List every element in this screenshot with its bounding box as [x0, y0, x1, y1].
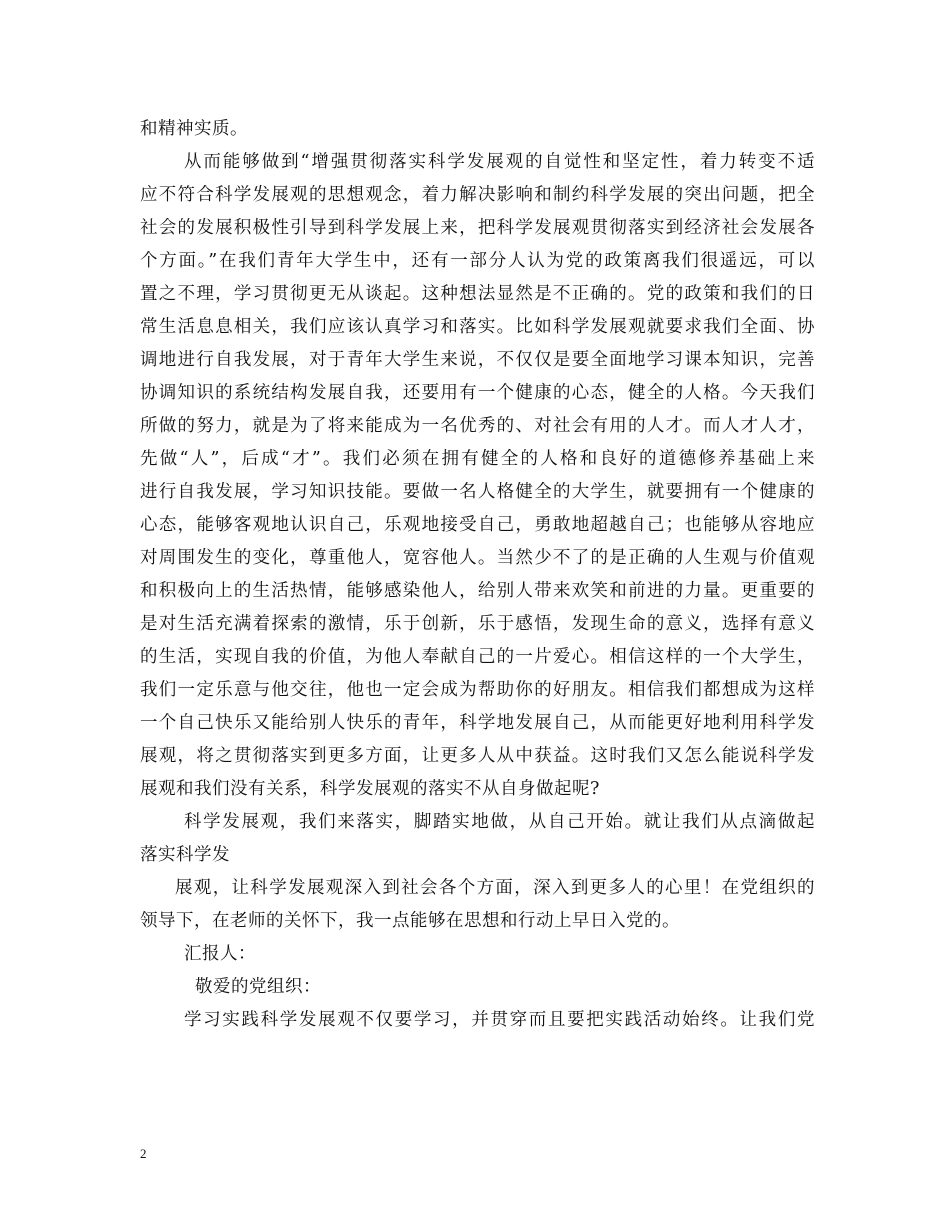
text-line: 我们一定乐意与他交往，他也一定会成为帮助你的好朋友。相信我们都想成为这样 — [140, 680, 815, 700]
text-line: 对周围发生的变化，尊重他人，宽容他人。当然少不了的是正确的人生观与价值观 — [140, 548, 815, 568]
text-line: 所做的努力，就是为了将来能成为一名优秀的、对社会有用的人才。而人才人才， — [140, 416, 815, 436]
text-line: 科学发展观，我们来落实，脚踏实地做，从自己开始。就让我们从点滴做起 — [184, 812, 815, 832]
text-line: 一个自己快乐又能给别人快乐的青年，科学地发展自己，从而能更好地利用科学发 — [140, 713, 815, 733]
text-line: 个方面。”在我们青年大学生中，还有一部分人认为党的政策离我们很遥远，可以 — [140, 251, 815, 271]
salutation: 敬爱的党组织： — [195, 977, 321, 997]
text-line: 先做“人”，后成“才”。我们必须在拥有健全的人格和良好的道德修养基础上来 — [140, 449, 815, 469]
text-line: 学习实践科学发展观不仅要学习，并贯穿而且要把实践活动始终。让我们党 — [184, 1010, 815, 1030]
text-line: 协调知识的系统结构发展自我，还要用有一个健康的心态，健全的人格。今天我们 — [140, 383, 815, 403]
text-line: 调地进行自我发展，对于青年大学生来说，不仅仅是要全面地学习课本知识，完善 — [140, 350, 815, 370]
page-number: 2 — [140, 1146, 147, 1161]
text-line: 从而能够做到“增强贯彻落实科学发展观的自觉性和坚定性，着力转变不适 — [184, 152, 815, 172]
text-line: 展观，让科学发展观深入到社会各个方面，深入到更多人的心里！在党组织的 — [175, 878, 815, 898]
text-line: 进行自我发展，学习知识技能。要做一名人格健全的大学生，就要拥有一个健康的 — [140, 482, 815, 502]
text-line: 是对生活充满着探索的激情，乐于创新，乐于感悟，发现生命的意义，选择有意义 — [140, 614, 815, 634]
text-line: 和积极向上的生活热情，能够感染他人，给别人带来欢笑和前进的力量。更重要的 — [140, 581, 815, 601]
text-line: 落实科学发 — [140, 845, 230, 865]
text-line: 置之不理，学习贯彻更无从谈起。这种想法显然是不正确的。党的政策和我们的日 — [140, 284, 815, 304]
text-line: 常生活息息相关，我们应该认真学习和落实。比如科学发展观就要求我们全面、协 — [140, 317, 815, 337]
body-text — [140, 113, 815, 1037]
text-line: 展观，将之贯彻落实到更多方面，让更多人从中获益。这时我们又怎么能说科学发 — [140, 746, 815, 766]
reporter-label: 汇报人： — [184, 944, 256, 964]
text-line: 领导下，在老师的关怀下，我一点能够在思想和行动上早日入党的。 — [140, 911, 680, 931]
text-line: 展观和我们没有关系，科学发展观的落实不从自身做起呢? — [140, 779, 600, 799]
text-line: 应不符合科学发展观的思想观念，着力解决影响和制约科学发展的突出问题，把全 — [140, 185, 815, 205]
text-line: 心态，能够客观地认识自己，乐观地接受自己，勇敢地超越自己；也能够从容地应 — [140, 515, 815, 535]
text-line: 的生活，实现自我的价值，为他人奉献自己的一片爱心。相信这样的一个大学生， — [140, 647, 815, 667]
text-line: 和精神实质。 — [140, 119, 248, 139]
text-line: 社会的发展积极性引导到科学发展上来，把科学发展观贯彻落实到经济社会发展各 — [140, 218, 815, 238]
